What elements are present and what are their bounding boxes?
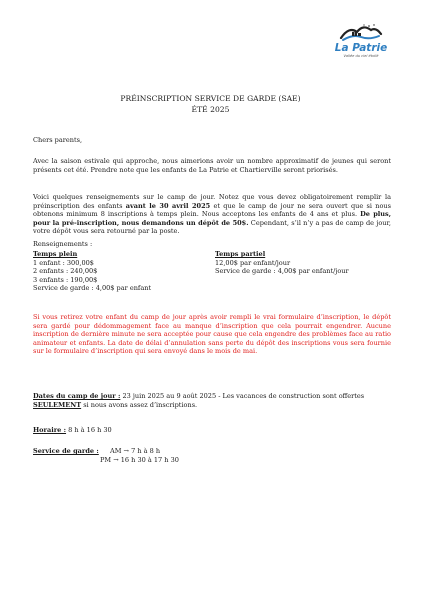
full-time-line: Service de garde : 4,00$ par enfant	[33, 284, 152, 293]
daycare-hours	[33, 447, 391, 464]
logo-name: La Patrie	[334, 42, 388, 54]
daycare-pm: PM → 16 h 30 à 17 h 30	[100, 456, 179, 464]
full-time-section	[33, 250, 203, 293]
info-paragraph	[33, 193, 391, 236]
daycare-label: Service de garde :	[33, 447, 99, 455]
camp-dates	[33, 392, 391, 409]
page-subtitle: ÉTÉ 2025	[191, 105, 230, 114]
deadline-text: avant le 30 avril 2025	[125, 201, 211, 210]
intro-paragraph: Avec la saison estivale qui approche, nous aimerions avoir un nombre approximatif de jeunes qui seront présents cet été. Prendre note que les enfants de La Patrie et Chartierville seront priorisés.	[33, 157, 391, 174]
mountain-logo-icon	[339, 22, 383, 44]
page-title: PRÉINSCRIPTION SERVICE DE GARDE (SAE)	[120, 94, 301, 103]
info-text-a: Voici quelques renseignements sur le camp de jour. Notez que vous devez obligatoirement remplir la préinscription des enfants	[33, 193, 391, 210]
la-patrie-logo	[326, 22, 396, 64]
hours-value: 8 h à 16 h 30	[66, 426, 112, 434]
camp-dates-text: 23 juin 2025 au 9 août 2025 - Les vacances de construction sont offertes	[120, 392, 365, 400]
full-time-line: 2 enfants : 240,00$	[33, 267, 98, 276]
only-text: SEULEMENT	[33, 400, 82, 409]
part-time-line: Service de garde : 4,00$ par enfant/jour	[215, 267, 349, 276]
camp-dates-label: Dates du camp de jour :	[33, 392, 121, 400]
full-time-line: 3 enfants : 190,00$	[33, 275, 98, 284]
daycare-am: AM → 7 h à 8 h	[110, 447, 161, 455]
full-time-line: 1 enfant : 300,00$	[33, 258, 94, 267]
info-text-c: et que le camp de jour ne sera ouvert que si nous obtenons minimum 8 inscriptions à temps plein. Nous acceptons les enfants de 4 ans et plus.	[33, 201, 391, 219]
part-time-line: 12,00$ par enfant/jour	[215, 258, 291, 267]
hours	[33, 426, 391, 435]
info-heading: Renseignements :	[33, 240, 93, 248]
deposit-text: De plus, pour la pré-inscription, nous demandons un dépôt de 50$.	[33, 210, 391, 227]
part-time-title: Temps partiel	[215, 250, 266, 258]
part-time-section	[215, 250, 395, 276]
salutation: Chers parents,	[33, 136, 83, 144]
full-time-title: Temps plein	[33, 250, 78, 258]
info-text-e: Cependant, s’il n’y a pas de camp de jour, votre dépôt vous sera retourné par la poste.	[33, 218, 391, 236]
hours-label: Horaire :	[33, 426, 67, 434]
logo-tagline: Vallée du ciel étoilé	[343, 54, 379, 58]
camp-dates-tail: si nous avons assez d’inscriptions.	[81, 400, 198, 409]
cancellation-warning: Si vous retirez votre enfant du camp de jour après avoir rempli le vrai formulaire d’inscription, le dépôt sera gardé pour dédommagement face au manque d’inscription que cela pourrait engendrer. Aucune inscription de dernière minute ne sera acceptée pour cause que cela engendre des problèmes face au ratio animateur et enfants. La date de délai d’annulation sans perte du dépôt des inscriptions vous sera fournie sur le formulaire d’inscription qui sera envoyé dans le mois de mai.	[33, 313, 391, 356]
